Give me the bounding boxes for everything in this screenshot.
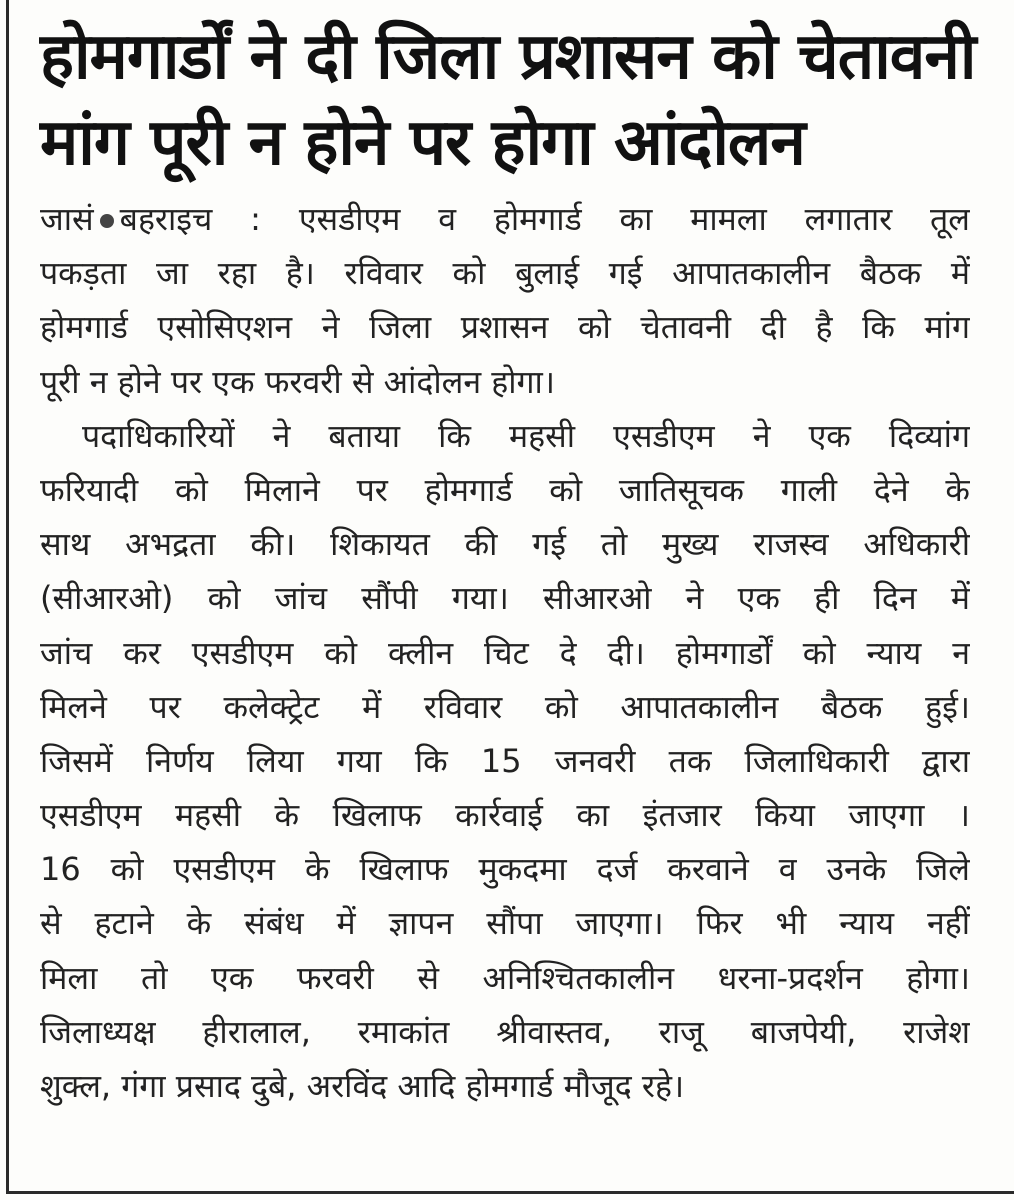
paragraph-2-line-1: पदाधिकारियों ने बताया कि महसी एसडीएम ने एक दिव्यांग: [82, 416, 970, 455]
paragraph-2-line-7: जिसमें निर्णय लिया गया कि 15 जनवरी तक जिलाधिकारी द्वारा: [40, 741, 970, 780]
paragraph-1-line-4: पूरी न होने पर एक फरवरी से आंदोलन होगा।: [40, 362, 555, 401]
column-rule-left: [6, 0, 9, 1192]
bullet-icon: [100, 214, 114, 228]
dateline-source: जासं: [40, 200, 94, 238]
paragraph-2-line-4: (सीआरओ) को जांच सौंपी गया। सीआरओ ने एक ही दिन में: [40, 579, 970, 618]
paragraph-1-line-3: होमगार्ड एसोसिएशन ने जिला प्रशासन को चेतावनी दी है कि मांग: [40, 308, 970, 347]
paragraph-1-line-1: [40, 192, 970, 246]
paragraph-2-line-5: जांच कर एसडीएम को क्लीन चिट दे दी। होमगार्डों को न्याय न: [40, 633, 970, 672]
column-rule-bottom: [6, 1191, 1014, 1194]
article-body: [40, 192, 990, 1113]
paragraph-2-line-9: 16 को एसडीएम के खिलाफ मुकदमा दर्ज करवाने व उनके जिले: [40, 850, 970, 889]
dateline-place: बहराइच :: [119, 200, 261, 238]
paragraph-2-line-6: मिलने पर कलेक्ट्रेट में रविवार को आपातकालीन बैठक हुई।: [40, 687, 970, 726]
news-article: [40, 14, 990, 1113]
paragraph-2-line-13: शुक्ल, गंगा प्रसाद दुबे, अरविंद आदि होमगार्ड मौजूद रहे।: [40, 1067, 685, 1105]
paragraph-2-line-10: से हटाने के संबंध में ज्ञापन सौंपा जाएगा। फिर भी न्याय नहीं: [40, 904, 970, 943]
paragraph-1-line-2: पकड़ता जा रहा है। रविवार को बुलाई गई आपातकालीन बैठक में: [40, 254, 970, 293]
headline-line-1: होमगार्डों ने दी जिला प्रशासन को चेतावनी: [40, 20, 976, 94]
headline: [40, 14, 990, 186]
paragraph-2-line-11: मिला तो एक फरवरी से अनिश्चितकालीन धरना-प्रदर्शन होगा।: [40, 958, 970, 997]
paragraph-2-line-12: जिलाध्यक्ष हीरालाल, रमाकांत श्रीवास्तव, राजू बाजपेयी, राजेश: [40, 1012, 970, 1051]
paragraph-2-line-2: फरियादी को मिलाने पर होमगार्ड को जातिसूचक गाली देने के: [40, 470, 970, 509]
headline-line-2: मांग पूरी न होने पर होगा आंदोलन: [40, 106, 805, 180]
paragraph-1-text: एसडीएम व होमगार्ड का मामला लगातार तूल: [298, 200, 970, 238]
paragraph-2-line-8: एसडीएम महसी के खिलाफ कार्रवाई का इंतजार किया जाएगा ।: [40, 796, 970, 835]
paragraph-2-line-3: साथ अभद्रता की। शिकायत की गई तो मुख्य राजस्व अधिकारी: [40, 525, 970, 564]
